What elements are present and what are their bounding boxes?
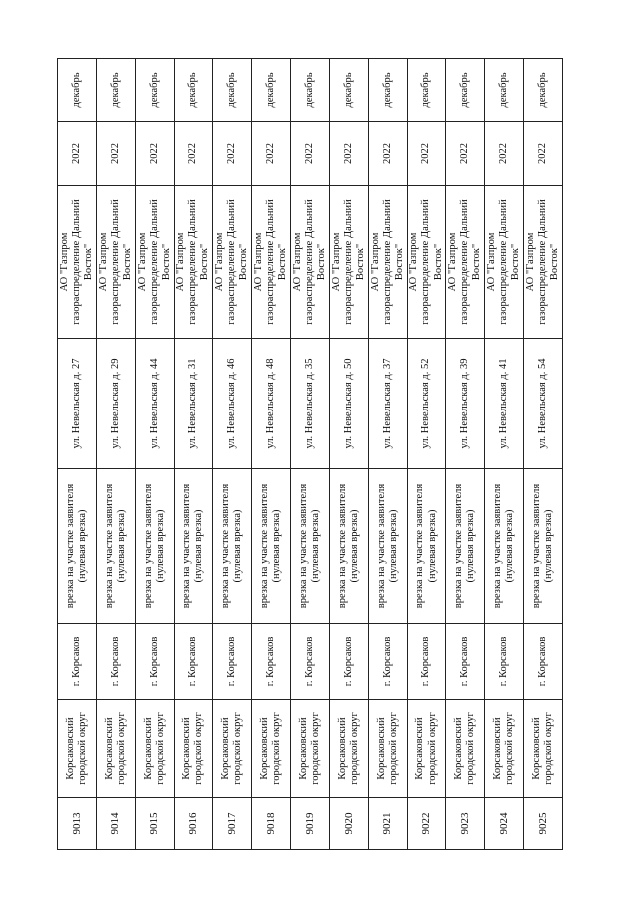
district-cell: Корсаковский городской округ bbox=[446, 700, 485, 798]
row-number-cell: 9017 bbox=[213, 798, 252, 850]
year-cell: 2022 bbox=[96, 122, 135, 186]
table-row bbox=[96, 59, 135, 850]
year-cell: 2022 bbox=[407, 122, 446, 186]
organization-cell: АО "Газпром газораспределение Дальний Восток" bbox=[524, 186, 563, 339]
month-cell: декабрь bbox=[485, 59, 524, 122]
month-cell: декабрь bbox=[135, 59, 174, 122]
locality-cell: г. Корсаков bbox=[96, 624, 135, 700]
district-cell: Корсаковский городской округ bbox=[329, 700, 368, 798]
row-number-cell: 9019 bbox=[291, 798, 330, 850]
organization-cell: АО "Газпром газораспределение Дальний Восток" bbox=[252, 186, 291, 339]
organization-cell: АО "Газпром газораспределение Дальний Восток" bbox=[213, 186, 252, 339]
address-cell: ул. Невельская д. 44 bbox=[135, 339, 174, 469]
organization-cell: АО "Газпром газораспределение Дальний Восток" bbox=[485, 186, 524, 339]
address-cell: ул. Невельская д. 46 bbox=[213, 339, 252, 469]
row-number-cell: 9016 bbox=[174, 798, 213, 850]
work-type-cell: врезка на участке заявителя (нулевая врезка) bbox=[291, 469, 330, 624]
work-type-cell: врезка на участке заявителя (нулевая врезка) bbox=[135, 469, 174, 624]
organization-cell: АО "Газпром газораспределение Дальний Восток" bbox=[174, 186, 213, 339]
month-cell: декабрь bbox=[291, 59, 330, 122]
district-cell: Корсаковский городской округ bbox=[291, 700, 330, 798]
district-cell: Корсаковский городской округ bbox=[252, 700, 291, 798]
district-cell: Корсаковский городской округ bbox=[174, 700, 213, 798]
work-type-cell: врезка на участке заявителя (нулевая врезка) bbox=[96, 469, 135, 624]
table-row bbox=[291, 59, 330, 850]
year-cell: 2022 bbox=[291, 122, 330, 186]
year-cell: 2022 bbox=[368, 122, 407, 186]
address-cell: ул. Невельская д. 52 bbox=[407, 339, 446, 469]
table-row bbox=[524, 59, 563, 850]
table-row bbox=[135, 59, 174, 850]
row-number-cell: 9023 bbox=[446, 798, 485, 850]
year-cell: 2022 bbox=[329, 122, 368, 186]
row-number-cell: 9022 bbox=[407, 798, 446, 850]
rotated-table-area bbox=[57, 59, 563, 850]
district-cell: Корсаковский городской округ bbox=[524, 700, 563, 798]
table-row bbox=[368, 59, 407, 850]
year-cell: 2022 bbox=[446, 122, 485, 186]
year-cell: 2022 bbox=[58, 122, 97, 186]
row-number-cell: 9024 bbox=[485, 798, 524, 850]
district-cell: Корсаковский городской округ bbox=[96, 700, 135, 798]
work-type-cell: врезка на участке заявителя (нулевая врезка) bbox=[252, 469, 291, 624]
district-cell: Корсаковский городской округ bbox=[485, 700, 524, 798]
row-number-cell: 9021 bbox=[368, 798, 407, 850]
address-cell: ул. Невельская д. 35 bbox=[291, 339, 330, 469]
locality-cell: г. Корсаков bbox=[291, 624, 330, 700]
year-cell: 2022 bbox=[485, 122, 524, 186]
organization-cell: АО "Газпром газораспределение Дальний Восток" bbox=[446, 186, 485, 339]
month-cell: декабрь bbox=[213, 59, 252, 122]
organization-cell: АО "Газпром газораспределение Дальний Восток" bbox=[291, 186, 330, 339]
organization-cell: АО "Газпром газораспределение Дальний Восток" bbox=[58, 186, 97, 339]
locality-cell: г. Корсаков bbox=[174, 624, 213, 700]
organization-cell: АО "Газпром газораспределение Дальний Восток" bbox=[96, 186, 135, 339]
month-cell: декабрь bbox=[446, 59, 485, 122]
locality-cell: г. Корсаков bbox=[524, 624, 563, 700]
organization-cell: АО "Газпром газораспределение Дальний Восток" bbox=[329, 186, 368, 339]
work-type-cell: врезка на участке заявителя (нулевая врезка) bbox=[58, 469, 97, 624]
work-type-cell: врезка на участке заявителя (нулевая врезка) bbox=[446, 469, 485, 624]
table-body bbox=[58, 59, 563, 850]
organization-cell: АО "Газпром газораспределение Дальний Восток" bbox=[407, 186, 446, 339]
row-number-cell: 9014 bbox=[96, 798, 135, 850]
table-row bbox=[58, 59, 97, 850]
table-row bbox=[446, 59, 485, 850]
month-cell: декабрь bbox=[96, 59, 135, 122]
district-cell: Корсаковский городской округ bbox=[407, 700, 446, 798]
month-cell: декабрь bbox=[524, 59, 563, 122]
address-cell: ул. Невельская д. 41 bbox=[485, 339, 524, 469]
locality-cell: г. Корсаков bbox=[135, 624, 174, 700]
month-cell: декабрь bbox=[58, 59, 97, 122]
address-cell: ул. Невельская д. 50 bbox=[329, 339, 368, 469]
organization-cell: АО "Газпром газораспределение Дальний Восток" bbox=[135, 186, 174, 339]
address-cell: ул. Невельская д. 48 bbox=[252, 339, 291, 469]
work-type-cell: врезка на участке заявителя (нулевая врезка) bbox=[213, 469, 252, 624]
work-type-cell: врезка на участке заявителя (нулевая врезка) bbox=[407, 469, 446, 624]
row-number-cell: 9013 bbox=[58, 798, 97, 850]
year-cell: 2022 bbox=[524, 122, 563, 186]
locality-cell: г. Корсаков bbox=[252, 624, 291, 700]
address-cell: ул. Невельская д. 27 bbox=[58, 339, 97, 469]
month-cell: декабрь bbox=[252, 59, 291, 122]
locality-cell: г. Корсаков bbox=[58, 624, 97, 700]
table-row bbox=[213, 59, 252, 850]
address-cell: ул. Невельская д. 37 bbox=[368, 339, 407, 469]
work-type-cell: врезка на участке заявителя (нулевая врезка) bbox=[485, 469, 524, 624]
locality-cell: г. Корсаков bbox=[213, 624, 252, 700]
table-row bbox=[329, 59, 368, 850]
district-cell: Корсаковский городской округ bbox=[213, 700, 252, 798]
work-type-cell: врезка на участке заявителя (нулевая врезка) bbox=[329, 469, 368, 624]
locality-cell: г. Корсаков bbox=[407, 624, 446, 700]
organization-cell: АО "Газпром газораспределение Дальний Восток" bbox=[368, 186, 407, 339]
work-type-cell: врезка на участке заявителя (нулевая врезка) bbox=[524, 469, 563, 624]
table-row bbox=[407, 59, 446, 850]
address-cell: ул. Невельская д. 39 bbox=[446, 339, 485, 469]
month-cell: декабрь bbox=[368, 59, 407, 122]
row-number-cell: 9015 bbox=[135, 798, 174, 850]
locality-cell: г. Корсаков bbox=[329, 624, 368, 700]
row-number-cell: 9018 bbox=[252, 798, 291, 850]
address-cell: ул. Невельская д. 31 bbox=[174, 339, 213, 469]
year-cell: 2022 bbox=[135, 122, 174, 186]
work-type-cell: врезка на участке заявителя (нулевая врезка) bbox=[368, 469, 407, 624]
locality-cell: г. Корсаков bbox=[368, 624, 407, 700]
table-row bbox=[174, 59, 213, 850]
district-cell: Корсаковский городской округ bbox=[58, 700, 97, 798]
year-cell: 2022 bbox=[213, 122, 252, 186]
gasification-table bbox=[57, 58, 563, 850]
month-cell: декабрь bbox=[329, 59, 368, 122]
year-cell: 2022 bbox=[252, 122, 291, 186]
year-cell: 2022 bbox=[174, 122, 213, 186]
locality-cell: г. Корсаков bbox=[446, 624, 485, 700]
table-row bbox=[485, 59, 524, 850]
month-cell: декабрь bbox=[174, 59, 213, 122]
work-type-cell: врезка на участке заявителя (нулевая врезка) bbox=[174, 469, 213, 624]
row-number-cell: 9025 bbox=[524, 798, 563, 850]
row-number-cell: 9020 bbox=[329, 798, 368, 850]
address-cell: ул. Невельская д. 29 bbox=[96, 339, 135, 469]
table-row bbox=[252, 59, 291, 850]
address-cell: ул. Невельская д. 54 bbox=[524, 339, 563, 469]
locality-cell: г. Корсаков bbox=[485, 624, 524, 700]
district-cell: Корсаковский городской округ bbox=[368, 700, 407, 798]
table-stage bbox=[57, 59, 563, 850]
district-cell: Корсаковский городской округ bbox=[135, 700, 174, 798]
month-cell: декабрь bbox=[407, 59, 446, 122]
